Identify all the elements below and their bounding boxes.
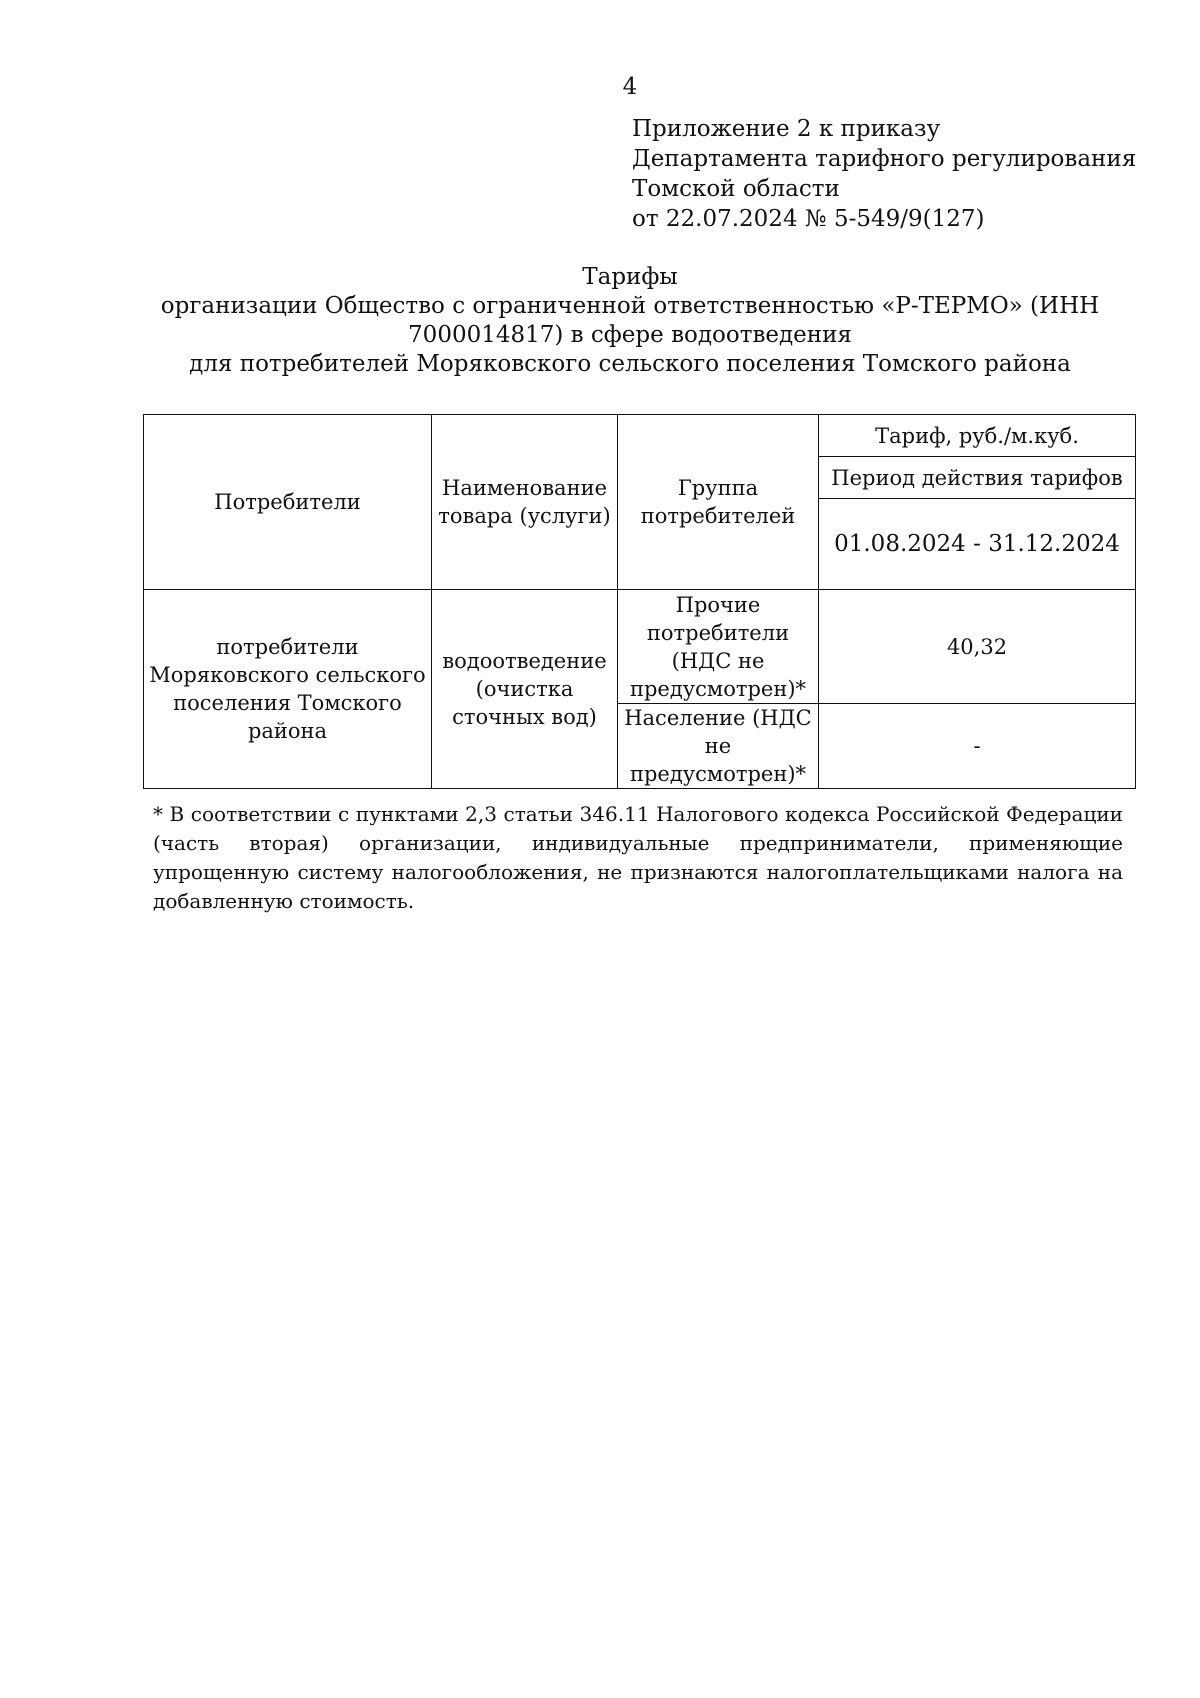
header-tariff-unit: Тариф, руб./м.куб. xyxy=(819,415,1136,457)
appendix-line: Приложение 2 к приказу xyxy=(632,116,941,142)
title-line: Тарифы xyxy=(582,264,678,290)
appendix-line: Томской области xyxy=(632,176,840,202)
appendix-header xyxy=(632,114,1136,234)
title-line: 7000014817) в сфере водоотведения xyxy=(408,322,852,348)
title-line: организации Общество с ограниченной ответственностью «Р-ТЕРМО» (ИНН xyxy=(160,293,1100,319)
header-service: Наименование товара (услуги) xyxy=(432,415,618,590)
cell-group: Прочие потребители (НДС не предусмотрен)* xyxy=(618,590,819,704)
document-title xyxy=(130,263,1130,379)
cell-group: Население (НДС не предусмотрен)* xyxy=(618,704,819,789)
header-period-label: Период действия тарифов xyxy=(819,457,1136,499)
table-header-row xyxy=(144,415,1136,457)
cell-tariff: - xyxy=(819,704,1136,789)
header-group: Группа потребителей xyxy=(618,415,819,590)
cell-tariff: 40,32 xyxy=(819,590,1136,704)
cell-service: водоотведение (очистка сточных вод) xyxy=(432,590,618,789)
header-period: 01.08.2024 - 31.12.2024 xyxy=(819,499,1136,590)
appendix-line: Департамента тарифного регулирования xyxy=(632,146,1137,172)
page-number: 4 xyxy=(622,74,638,100)
table-row xyxy=(144,590,1136,704)
header-consumers: Потребители xyxy=(144,415,432,590)
footnote: * В соответствии с пунктами 2,3 статьи 346.11 Налогового кодекса Российской Федерации (часть вторая) организации, индивидуальные предприниматели, применяющие упрощенную систему налогообложения, не признаются налогоплательщиками налога на добавленную стоимость. xyxy=(153,802,1123,913)
tariff-table xyxy=(143,414,1136,789)
appendix-date-number: от 22.07.2024 № 5-549/9(127) xyxy=(632,206,985,232)
title-line: для потребителей Моряковского сельского поселения Томского района xyxy=(189,351,1071,377)
cell-consumers: потребители Моряковского сельского поселения Томского района xyxy=(144,590,432,789)
